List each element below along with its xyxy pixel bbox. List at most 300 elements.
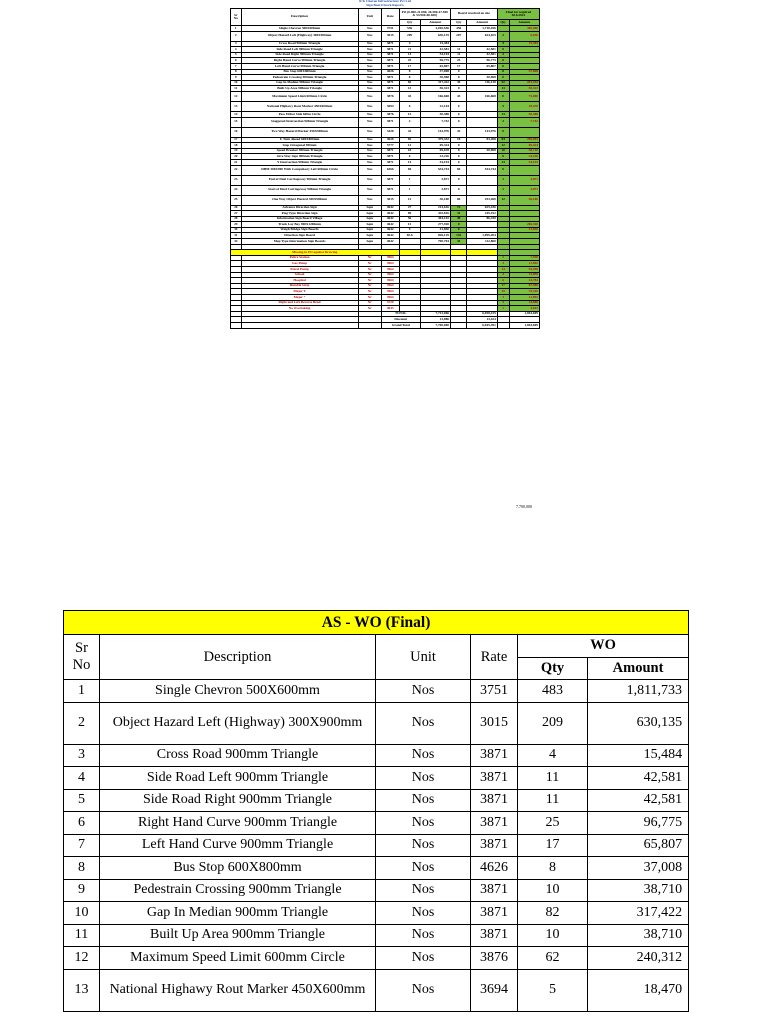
row-received-qty: 25 <box>451 58 467 64</box>
row-po-qty: 9 <box>399 227 420 233</box>
row-unit: Nos <box>358 117 381 127</box>
row-rate: 4642 <box>381 233 399 239</box>
wo-row-amount: 15,484 <box>588 744 689 767</box>
row-po-qty: 82 <box>399 80 420 86</box>
wo-row <box>64 969 689 1011</box>
wo-row-qty: 25 <box>518 812 588 835</box>
row-sr-no: 1 <box>231 26 242 32</box>
row-po-qty: 4 <box>399 41 420 47</box>
wo-row-unit: Nos <box>376 834 471 857</box>
row-rate: 4626 <box>381 69 399 75</box>
wo-row-rate: 3871 <box>471 879 518 902</box>
row-final-qty: 64 <box>497 137 509 143</box>
row-description: Start of Duel Carriageway 900mm Triangle <box>241 185 358 195</box>
wo-row-sr-no: 8 <box>64 857 100 880</box>
stock-row <box>231 101 540 111</box>
wo-row-unit: Nos <box>376 702 471 744</box>
report-title: Sign Board Stock Reports <box>366 4 404 8</box>
row-po-qty: 8 <box>399 75 420 81</box>
row-final-amount: 50,323 <box>509 86 540 92</box>
row-received-amount: 96,775 <box>467 58 497 64</box>
wo-row-amount: 38,710 <box>588 924 689 947</box>
row-po-qty: 12 <box>399 222 420 228</box>
missing-description: Major T <box>241 289 358 295</box>
row-po-qty: 14 <box>399 159 420 165</box>
row-po-amount: 3,871 <box>420 175 450 185</box>
row-po-qty: 82 <box>399 137 420 143</box>
wo-row-description: Left Hand Curve 900mm Triangle <box>100 834 376 857</box>
header-amount: Amount <box>420 20 450 26</box>
row-sr-no: 4 <box>231 47 242 53</box>
totals-label: TOTAL <box>381 311 420 317</box>
row-final-qty: 4 <box>497 41 509 47</box>
row-final-amount: 6,030 <box>509 31 540 41</box>
wo-row <box>64 834 689 857</box>
row-po-qty: 2 <box>399 117 420 127</box>
row-received-amount: 166,668 <box>467 91 497 101</box>
row-final-qty: 2 <box>497 31 509 41</box>
row-received-qty: 0 <box>451 159 467 165</box>
row-sr-no: 27 <box>231 211 242 217</box>
row-description: End of Duel Carriageway 900mm Triangle <box>241 175 358 185</box>
row-final-amount <box>509 165 540 175</box>
wo-row-description: Side Road Left 900mm Triangle <box>100 767 376 790</box>
row-sr-no: 21 <box>231 159 242 165</box>
wo-row <box>64 702 689 744</box>
row-final-qty: 12 <box>497 143 509 149</box>
row-unit: Nos <box>358 148 381 154</box>
row-po-qty: 6 <box>399 154 420 160</box>
row-description: Gap In Median 900mm Triangle <box>241 80 358 86</box>
row-unit: Nos <box>358 111 381 117</box>
row-po-amount: 277,920 <box>420 222 450 228</box>
wo-row-sr-no: 6 <box>64 812 100 835</box>
header-qty: Qty <box>451 20 467 26</box>
missing-description: Major + <box>241 295 358 301</box>
row-received-qty: 84 <box>451 195 467 205</box>
row-rate: 3694 <box>381 101 399 111</box>
row-sr-no: 8 <box>231 69 242 75</box>
row-sr-no: 12 <box>231 91 242 101</box>
row-po-qty: 40.6 <box>399 233 420 239</box>
row-final-amount: 41,850 <box>509 227 540 233</box>
row-received-qty: 0 <box>451 154 467 160</box>
row-final-amount: 69,324 <box>509 143 540 149</box>
row-po-amount: 7,742 <box>420 117 450 127</box>
row-po-qty: 209 <box>399 31 420 41</box>
totals-label: Grand Total <box>381 322 420 328</box>
wo-row-unit: Nos <box>376 902 471 925</box>
wo-row-amount: 42,581 <box>588 767 689 790</box>
wo-final-table <box>63 610 689 1012</box>
wo-row-rate: 3694 <box>471 969 518 1011</box>
row-rate: 3871 <box>381 185 399 195</box>
row-description: Left Hand Curve 900mm Triangle <box>241 63 358 69</box>
missing-in-po-title: Missing in PO against Drawing <box>231 250 400 256</box>
row-received-qty: 11 <box>451 47 467 53</box>
row-description: Side Road Left 900mm Triangle <box>241 47 358 53</box>
row-received-qty: 0 <box>451 222 467 228</box>
row-description: Single Chevron 500X600mm <box>241 26 358 32</box>
row-received-qty: 0 <box>451 185 467 195</box>
row-final-amount: 37,008 <box>509 69 540 75</box>
wo-row-amount: 96,775 <box>588 812 689 835</box>
row-unit: Nos <box>358 75 381 81</box>
row-description: Stop Octagonal 900mm <box>241 143 358 149</box>
row-rate: 3871 <box>381 80 399 86</box>
row-rate: 4642 <box>381 222 399 228</box>
row-description: Two Way Hazard Marker 450X900mm <box>241 127 358 137</box>
row-received-amount <box>467 101 497 111</box>
row-description: Staggered Intersection 900mm Triangle <box>241 117 358 127</box>
missing-unit: Nr <box>358 306 381 312</box>
row-rate: 3871 <box>381 159 399 165</box>
row-received-qty: 11 <box>451 52 467 58</box>
row-unit: Nos <box>358 101 381 111</box>
row-rate: 6366 <box>381 165 399 175</box>
row-rate: 3871 <box>381 86 399 92</box>
row-description: U Turn Ahead 600X800mm <box>241 137 358 143</box>
row-received-qty: 0 <box>451 101 467 111</box>
row-sr-no: 20 <box>231 154 242 160</box>
row-sr-no: 23 <box>231 175 242 185</box>
row-unit: Nos <box>358 58 381 64</box>
wo-row <box>64 812 689 835</box>
row-po-amount: 3,871 <box>420 185 450 195</box>
row-po-amount: 69,678 <box>420 148 450 154</box>
row-po-amount: 50,388 <box>420 111 450 117</box>
row-final-qty: 13 <box>497 86 509 92</box>
row-sr-no: 11 <box>231 86 242 92</box>
missing-final-qty: 17 <box>497 283 509 289</box>
row-unit: Nos <box>358 91 381 101</box>
row-unit: Sqm <box>358 205 381 211</box>
missing-rate: 3964 <box>381 295 399 301</box>
missing-unit: Nr <box>358 272 381 278</box>
empty-cell <box>497 322 509 328</box>
wo-row-description: Bus Stop 600X800mm <box>100 857 376 880</box>
row-po-amount: 54,194 <box>420 159 450 165</box>
row-po-amount: 69,324 <box>420 143 450 149</box>
row-po-qty: 27 <box>399 205 420 211</box>
row-unit: Sqm <box>358 239 381 245</box>
wo-row <box>64 744 689 767</box>
row-rate: 3428 <box>381 127 399 137</box>
row-received-qty: 8 <box>451 75 467 81</box>
row-po-qty: 14 <box>399 52 420 58</box>
row-rate: 3751 <box>381 26 399 32</box>
row-final-amount: 23,226 <box>509 154 540 160</box>
row-received-amount: 249,192 <box>467 211 497 217</box>
row-po-qty: 8 <box>399 69 420 75</box>
row-po-amount: 826,129 <box>420 233 450 239</box>
stock-row <box>231 91 540 101</box>
wo-row-qty: 8 <box>518 857 588 880</box>
row-unit: Nos <box>358 127 381 137</box>
stock-row <box>231 117 540 127</box>
missing-rate: 3964 <box>381 272 399 278</box>
row-rate: 3871 <box>381 75 399 81</box>
row-received-qty: 33 <box>451 239 467 245</box>
row-sr-no: 9 <box>231 75 242 81</box>
row-unit: Nos <box>358 41 381 47</box>
stock-row <box>231 185 540 195</box>
wo-row-amount: 37,008 <box>588 857 689 880</box>
stock-row <box>231 195 540 205</box>
row-po-amount: 42,581 <box>420 47 450 53</box>
missing-final-qty: 3 <box>497 261 509 267</box>
totals-received-amount: 13,424 <box>467 317 497 323</box>
row-unit: Sqm <box>358 227 381 233</box>
missing-unit: Nr <box>358 295 381 301</box>
row-po-amount: 166,668 <box>420 91 450 101</box>
wo-row-qty: 62 <box>518 947 588 970</box>
missing-rate: 3964 <box>381 278 399 284</box>
row-received-qty: 43 <box>451 91 467 101</box>
totals-final-amount: 1,694,609 <box>509 311 540 317</box>
wo-row-sr-no: 3 <box>64 744 100 767</box>
row-po-amount: 425,816 <box>420 211 450 217</box>
row-unit: Nos <box>358 185 381 195</box>
row-received-amount: 143,976 <box>467 127 497 137</box>
wo-row-description: Cross Road 900mm Triangle <box>100 744 376 767</box>
row-sr-no: 24 <box>231 185 242 195</box>
row-description: One Way Object Hazard 300X900mm <box>241 195 358 205</box>
row-rate: 3871 <box>381 47 399 53</box>
row-received-qty: 8 <box>451 148 467 154</box>
row-unit: Sqm <box>358 211 381 217</box>
row-sr-no: 19 <box>231 148 242 154</box>
row-po-amount: 22,164 <box>420 101 450 111</box>
row-po-qty: 25 <box>399 58 420 64</box>
missing-description: School <box>241 272 358 278</box>
totals-received-amount: 6,045,391 <box>467 322 497 328</box>
row-received-qty: 42 <box>451 127 467 137</box>
row-description: Speed Breaker 900mm Triangle <box>241 148 358 154</box>
wo-row-qty: 11 <box>518 767 588 790</box>
wo-header-sr-no: Sr No <box>64 635 100 680</box>
row-po-amount: 790,704 <box>420 239 450 245</box>
row-rate: 3876 <box>381 91 399 101</box>
row-rate: 3871 <box>381 117 399 127</box>
wo-row-qty: 483 <box>518 680 588 703</box>
wo-row-description: Single Chevron 500X600mm <box>100 680 376 703</box>
missing-final-qty: 4 <box>497 300 509 306</box>
wo-row-amount: 42,581 <box>588 789 689 812</box>
row-description: Object Hazard Left (Highway) 300X900mm <box>241 31 358 41</box>
header-qty: Qty <box>399 20 420 26</box>
row-description: Bus Stop 600X800mm <box>241 69 358 75</box>
row-sr-no: 17 <box>231 137 242 143</box>
wo-row-description: Pedestrain Crossing 900mm Triangle <box>100 879 376 902</box>
wo-row <box>64 902 689 925</box>
missing-unit: Nr <box>358 283 381 289</box>
row-final-qty: 0 <box>497 91 509 101</box>
missing-final-amount: 55,496 <box>509 267 540 273</box>
row-received-amount: 534,744 <box>467 165 497 175</box>
row-po-qty: 12 <box>399 195 420 205</box>
row-final-amount: 296,064 <box>509 137 540 143</box>
wo-row-description: Right Hand Curve 900mm Triangle <box>100 812 376 835</box>
report-footnote: 7,700,000 <box>516 504 532 509</box>
row-unit: Nos <box>358 80 381 86</box>
wo-row-unit: Nos <box>376 857 471 880</box>
row-po-amount: 15,484 <box>420 41 450 47</box>
row-final-qty: 0 <box>497 127 509 137</box>
row-sr-no: 3 <box>231 41 242 47</box>
missing-final-amount: 11,892 <box>509 261 540 267</box>
header-unit: Unit <box>358 9 381 26</box>
missing-final-qty: 2 <box>497 255 509 261</box>
wo-row-sr-no: 2 <box>64 702 100 744</box>
row-unit: Nos <box>358 175 381 185</box>
row-final-amount: 300,080 <box>509 26 540 32</box>
wo-title: AS - WO (Final) <box>64 611 689 635</box>
row-sr-no: 10 <box>231 80 242 86</box>
row-final-amount: 18,470 <box>509 101 540 111</box>
row-po-amount: 30,968 <box>420 75 450 81</box>
row-description: Side Road Right 900mm Triangle <box>241 52 358 58</box>
row-unit: Nos <box>358 86 381 92</box>
wo-header-wo: WO <box>518 635 689 658</box>
wo-row-qty: 4 <box>518 744 588 767</box>
row-po-qty: 11 <box>399 47 420 53</box>
header-final-lot: Final lot required 28.6.2023 <box>497 9 539 20</box>
wo-row <box>64 857 689 880</box>
row-unit: Nos <box>358 195 381 205</box>
wo-row-unit: Nos <box>376 767 471 790</box>
missing-final-qty: 6 <box>497 278 509 284</box>
row-rate: 3871 <box>381 63 399 69</box>
missing-final-amount: 67,388 <box>509 283 540 289</box>
missing-rate: 3720 <box>381 300 399 306</box>
row-sr-no: 18 <box>231 143 242 149</box>
wo-row-amount: 240,312 <box>588 947 689 970</box>
row-received-qty: 84 <box>451 165 467 175</box>
missing-description: No Overtaking <box>241 306 358 312</box>
missing-final-qty: 3 <box>497 295 509 301</box>
wo-row-unit: Nos <box>376 969 471 1011</box>
row-po-amount: 143,976 <box>420 127 450 137</box>
row-rate: 4626 <box>381 137 399 143</box>
row-rate: 4642 <box>381 239 399 245</box>
wo-row-rate: 3876 <box>471 947 518 970</box>
row-po-qty: 536 <box>399 26 420 32</box>
wo-row-qty: 17 <box>518 834 588 857</box>
row-final-qty: 10 <box>497 148 509 154</box>
totals-po-amount: 7,713,066 <box>420 311 450 317</box>
header-amount: Amount <box>509 20 540 26</box>
row-sr-no: 13 <box>231 101 242 111</box>
missing-description: Hospital <box>241 278 358 284</box>
row-final-qty: 0 <box>497 47 509 53</box>
row-po-amount: 41,850 <box>420 227 450 233</box>
wo-row-unit: Nos <box>376 744 471 767</box>
wo-row-rate: 4626 <box>471 857 518 880</box>
wo-header-amount: Amount <box>588 657 689 680</box>
wo-row-sr-no: 1 <box>64 680 100 703</box>
wo-row-unit: Nos <box>376 879 471 902</box>
stock-row <box>231 127 540 137</box>
wo-row <box>64 767 689 790</box>
wo-row-rate: 3871 <box>471 767 518 790</box>
row-rate: 3015 <box>381 195 399 205</box>
row-po-amount: 214,616 <box>420 205 450 211</box>
row-received-amount <box>467 175 497 185</box>
missing-unit: Nr <box>358 261 381 267</box>
company-name: R K Charan Infrastructure Pvt Ltd <box>359 0 411 4</box>
stock-row <box>231 31 540 41</box>
row-po-qty: 13 <box>399 111 420 117</box>
row-final-qty: 1 <box>497 175 509 185</box>
row-received-qty: 132 <box>451 233 467 239</box>
row-unit: Nos <box>358 52 381 58</box>
row-description: Truck Lay Bay 900X1200mm <box>241 222 358 228</box>
wo-row-unit: Nos <box>376 789 471 812</box>
wo-row-sr-no: 5 <box>64 789 100 812</box>
row-received-qty: 0 <box>451 175 467 185</box>
row-received-qty: 0 <box>451 69 467 75</box>
row-unit: Nos <box>358 31 381 41</box>
row-rate: 4642 <box>381 227 399 233</box>
wo-row-qty: 10 <box>518 879 588 902</box>
stock-report-table <box>230 0 540 329</box>
missing-final-amount: 7,928 <box>509 255 540 261</box>
row-unit: Nos <box>358 165 381 175</box>
missing-unit: Nr <box>358 300 381 306</box>
row-final-amount: 201,292 <box>509 80 540 86</box>
missing-description: Rumble Strip <box>241 283 358 289</box>
missing-final-qty: 19 <box>497 289 509 295</box>
header-po: PO (0.000-21.080, 26.500-47.500 & 54.900-60.650) <box>399 9 450 20</box>
wo-row-description: Maximum Speed Limit 600mm Circle <box>100 947 376 970</box>
row-rate: 5777 <box>381 143 399 149</box>
row-received-qty: 18 <box>451 137 467 143</box>
wo-row-sr-no: 10 <box>64 902 100 925</box>
wo-row-rate: 3871 <box>471 744 518 767</box>
wo-header-qty: Qty <box>518 657 588 680</box>
row-po-amount: 36,180 <box>420 195 450 205</box>
totals-received-amount: 6,058,415 <box>467 311 497 317</box>
row-po-qty: 84 <box>399 165 420 175</box>
row-final-qty: 0 <box>497 75 509 81</box>
row-sr-no: 22 <box>231 165 242 175</box>
row-received-amount: 116,130 <box>467 80 497 86</box>
row-received-amount <box>467 117 497 127</box>
wo-row-qty: 82 <box>518 902 588 925</box>
missing-rate: 3964 <box>381 283 399 289</box>
row-final-qty: 13 <box>497 111 509 117</box>
missing-unit: Nr <box>358 267 381 273</box>
row-received-amount: 42,581 <box>467 47 497 53</box>
row-description: Built Up Area 900mm Triangle <box>241 86 358 92</box>
wo-row-description: Object Hazard Left (Highway) 300X900mm <box>100 702 376 744</box>
row-po-amount: 379,332 <box>420 137 450 143</box>
totals-final-amount: 1,694,609 <box>509 322 540 328</box>
row-sr-no: 16 <box>231 127 242 137</box>
row-unit: Nos <box>358 63 381 69</box>
row-description: DHM 300X900 With Compulsary Left 600mm Circle <box>241 165 358 175</box>
row-po-qty: 17 <box>399 63 420 69</box>
row-unit: Nos <box>358 143 381 149</box>
row-description: Maximum Speed Limit 600mm Circle <box>241 91 358 101</box>
row-final-qty: 0 <box>497 58 509 64</box>
row-received-amount: 625,436 <box>467 205 497 211</box>
row-description: Information Sign Board Village <box>241 216 358 222</box>
missing-description: Police Station <box>241 255 358 261</box>
row-sr-no: 6 <box>231 58 242 64</box>
wo-row-amount: 38,710 <box>588 879 689 902</box>
